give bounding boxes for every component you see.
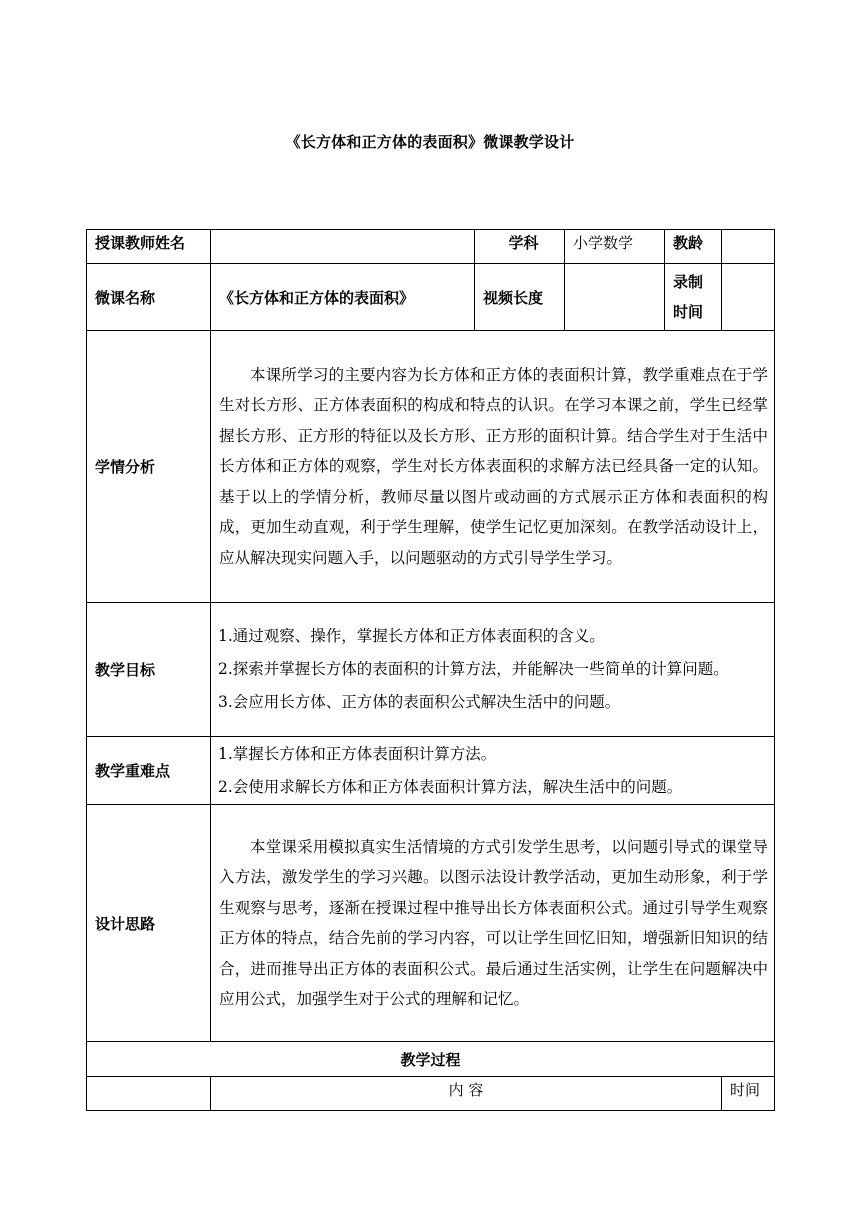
video-length-value — [565, 264, 665, 331]
design-text: 本堂课采用模拟真实生活情境的方式引发学生思考，以问题引导式的课堂导入方法，激发学生的学习兴趣。以图示法设计教学活动，更加生动形象，利于学生观察与思考，逐渐在授课过程中推导出长方体表面积公式。通过引导学生观察正方体的特点，结合先前的学习内容，可以让学生回忆旧知，增强新旧知识的结合，进而推导出正方体的表面积公式。最后通过生活实例，让学生在问题解决中应用公式，加强学生对于公式的理解和记忆。 — [219, 837, 769, 1008]
process-time-label: 时间 — [722, 1077, 775, 1111]
record-time-label-line1: 录制 — [673, 273, 704, 291]
subject-value: 小学数学 — [565, 230, 665, 264]
goal-item: 2.探索并掌握长方体的表面积的计算方法，并能解决一些简单的计算问题。 — [218, 660, 729, 678]
keypoint-item: 1.掌握长方体和正方体表面积计算方法。 — [218, 744, 497, 763]
row-course-name — [87, 264, 775, 331]
keypoint-item: 2.会使用求解长方体和正方体表面积计算方法，解决生活中的问题。 — [218, 777, 683, 796]
row-teacher — [87, 230, 775, 264]
video-length-label: 视频长度 — [475, 264, 565, 331]
record-time-value — [722, 264, 775, 331]
goals-list — [211, 620, 774, 719]
process-empty-cell — [87, 1077, 211, 1111]
goals-cell — [211, 603, 775, 737]
design-label: 设计思路 — [87, 805, 211, 1042]
row-design — [87, 805, 775, 1042]
subject-label: 学科 — [475, 230, 565, 264]
teacher-name-label: 授课教师姓名 — [87, 230, 211, 264]
teaching-years-value — [722, 230, 775, 264]
row-analysis — [87, 331, 775, 603]
design-cell — [211, 805, 775, 1042]
keypoints-label: 教学重难点 — [87, 737, 211, 805]
process-header: 教学过程 — [87, 1042, 775, 1077]
goal-item: 3.会应用长方体、正方体的表面积公式解决生活中的问题。 — [218, 693, 621, 711]
goal-item: 1.通过观察、操作，掌握长方体和正方体表面积的含义。 — [218, 627, 605, 645]
teaching-years-label: 教龄 — [665, 230, 722, 264]
row-process-header — [87, 1042, 775, 1077]
row-goals — [87, 603, 775, 737]
teacher-name-value — [211, 230, 475, 264]
analysis-label: 学情分析 — [87, 331, 211, 603]
record-time-label-line2: 时间 — [673, 303, 704, 321]
row-process-columns — [87, 1077, 775, 1111]
course-name-value: 《长方体和正方体的表面积》 — [211, 264, 475, 331]
document-title: 《长方体和正方体的表面积》微课教学设计 — [285, 133, 575, 151]
keypoints-list — [211, 738, 774, 804]
record-time-label — [665, 264, 722, 331]
process-content-label: 内 容 — [211, 1077, 722, 1111]
course-name-label: 微课名称 — [87, 264, 211, 331]
analysis-cell — [211, 331, 775, 603]
goals-label: 教学目标 — [87, 603, 211, 737]
keypoints-cell — [211, 737, 775, 805]
analysis-text: 本课所学习的主要内容为长方体和正方体的表面积计算，教学重难点在于学生对长方形、正方体表面积的构成和特点的认识。在学习本课之前，学生已经掌握长方形、正方形的特征以及长方形、正方形的面积计算。结合学生对于生活中长方体和正方体的观察，学生对长方体表面积的求解方法已经具备一定的认知。基于以上的学情分析，教师尽量以图片或动画的方式展示正方体和表面积的构成，更加生动直观，利于学生理解，使学生记忆更加深刻。在教学活动设计上，应从解决现实问题入手，以问题驱动的方式引导学生学习。 — [219, 365, 769, 567]
lesson-design-table — [86, 229, 775, 1111]
row-keypoints — [87, 737, 775, 805]
